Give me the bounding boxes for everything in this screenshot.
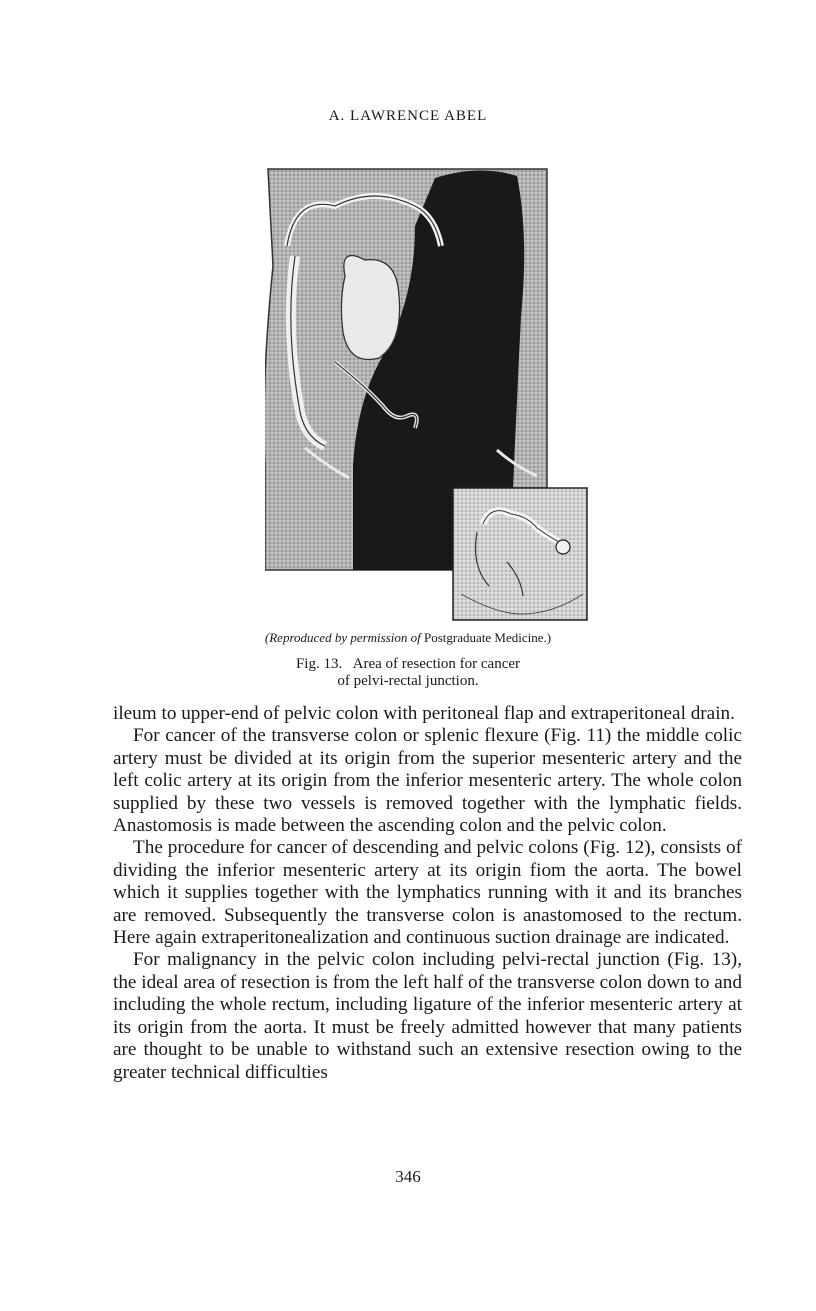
credit-prefix: (Reproduced by permission of (264, 630, 421, 645)
paragraph-1: ileum to upper-end of pelvic colon with peritoneal flap and extraperitoneal drain. (113, 703, 735, 724)
caption-line-2: of pelvi-rectal junction. (337, 673, 479, 689)
inset-stoma (556, 540, 570, 554)
running-head: A. LAWRENCE ABEL (328, 108, 488, 124)
resection-diagram (265, 166, 590, 624)
paragraph-2: For cancer of the transverse colon or splenic flexure (Fig. 11) the middle colic artery must be divided at its origin from the superior mesenteric artery and the left colic artery at its origin from the inferior mesenteric artery. The whole colon supplied by these two vessels is removed together with the lymphatic fields. Anastomosis is made between the ascending colon and the pelvic colon. (113, 725, 742, 837)
page-number: 346 (395, 1167, 421, 1186)
figure-credit (0, 630, 816, 646)
body-text (113, 703, 742, 1084)
figure-13-illustration (265, 166, 590, 624)
paragraph-4: For malignancy in the pelvic colon including pelvi-rectal junction (Fig. 13), the ideal area of resection is from the left half of the transverse colon down to and including the whole rectum, including ligature of the inferior mesenteric artery at its origin from the aorta. It must be freely admitted however that many patients are thought to be unable to withstand such an extensive resection owing to the greater technical difficulties (113, 949, 742, 1083)
caption-line-1: Fig. 13. Area of resection for cancer (295, 656, 521, 672)
credit-source: Postgraduate Medicine.) (424, 630, 552, 645)
organ-light (341, 256, 399, 360)
figure-caption (0, 656, 816, 690)
paragraph-3: The procedure for cancer of descending and pelvic colons (Fig. 12), consists of dividing the inferior mesenteric artery at its origin fiom the aorta. The bowel which it supplies together with the lymphatics running with it and its branches are removed. Subsequently the transverse colon is anastomosed to the rectum. Here again extraperitonealization and continuous suction drainage are indicated. (113, 837, 742, 949)
